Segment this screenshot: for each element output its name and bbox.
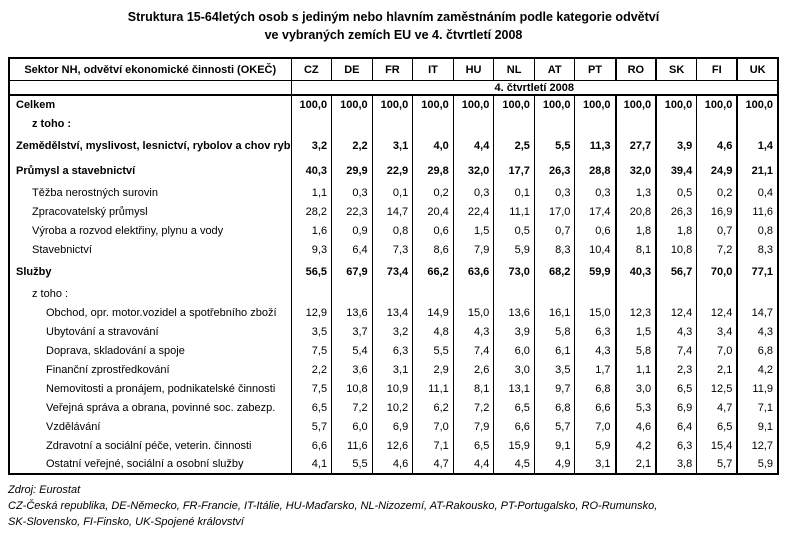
value-cell: 3,9 [656,133,697,158]
value-cell: 5,4 [332,341,373,360]
value-cell: 22,3 [332,202,373,221]
value-cell: 100,0 [494,95,535,114]
value-cell: 3,0 [494,360,535,379]
value-cell: 15,0 [575,303,616,322]
value-cell: 3,6 [332,360,373,379]
value-cell: 24,9 [697,158,738,183]
value-cell: 6,4 [332,240,373,259]
value-cell: 20,8 [616,202,657,221]
table-row [9,221,778,240]
value-cell: 21,1 [737,158,778,183]
value-cell: 100,0 [332,95,373,114]
value-cell: 1,4 [737,133,778,158]
value-cell: 100,0 [737,95,778,114]
value-cell: 13,4 [372,303,413,322]
value-cell: 4,3 [453,322,494,341]
value-cell: 27,7 [616,133,657,158]
table-row [9,240,778,259]
value-cell: 100,0 [575,95,616,114]
value-cell [575,114,616,133]
value-cell: 3,7 [332,322,373,341]
value-cell: 4,8 [413,322,454,341]
value-cell: 4,7 [413,455,454,474]
value-cell [453,284,494,303]
value-cell: 17,7 [494,158,535,183]
value-cell: 100,0 [291,95,332,114]
value-cell: 2,5 [494,133,535,158]
value-cell: 6,0 [494,341,535,360]
column-header-fr: FR [372,58,413,80]
value-cell: 8,1 [616,240,657,259]
value-cell: 6,9 [372,417,413,436]
value-cell: 10,8 [332,379,373,398]
value-cell: 26,3 [534,158,575,183]
value-cell: 2,6 [453,360,494,379]
footer [8,483,779,530]
value-cell: 6,0 [332,417,373,436]
value-cell: 7,2 [332,398,373,417]
value-cell: 73,0 [494,259,535,284]
row-label: Zdravotní a sociální péče, veterin. činnosti [46,439,252,452]
value-cell: 22,9 [372,158,413,183]
country-legend-line-1: CZ-Česká republika, DE-Německo, FR-Francie, IT-Itálie, HU-Maďarsko, NL-Nizozemí, AT-Rakousko, PT-Portugalsko, RO-Rumunsko, [8,500,658,513]
value-cell: 12,5 [697,379,738,398]
value-cell: 20,4 [413,202,454,221]
value-cell [616,284,657,303]
title-line-1: Struktura 15-64letých osob s jediným nebo hlavním zaměstnáním podle kategorie odvětví [127,10,660,24]
value-cell: 10,4 [575,240,616,259]
value-cell: 2,3 [656,360,697,379]
value-cell: 29,9 [332,158,373,183]
value-cell: 13,1 [494,379,535,398]
value-cell: 6,5 [453,436,494,455]
period-header-row [9,80,778,95]
value-cell: 9,3 [291,240,332,259]
value-cell [372,114,413,133]
table-row [9,322,778,341]
column-header-de: DE [332,58,373,80]
column-header-hu: HU [453,58,494,80]
value-cell: 6,4 [656,417,697,436]
value-cell: 3,5 [534,360,575,379]
row-label: Zpracovatelský průmysl [32,205,148,218]
value-cell: 7,5 [291,379,332,398]
value-cell: 3,9 [494,322,535,341]
value-cell [534,284,575,303]
value-cell: 7,9 [453,240,494,259]
value-cell: 40,3 [616,259,657,284]
value-cell: 7,1 [737,398,778,417]
value-cell [737,284,778,303]
value-cell: 0,3 [332,183,373,202]
value-cell: 11,3 [575,133,616,158]
row-label: Obchod, opr. motor.vozidel a spotřebního zboží [46,306,277,319]
value-cell: 8,3 [534,240,575,259]
value-cell: 4,9 [534,455,575,474]
value-cell: 13,6 [332,303,373,322]
value-cell: 2,2 [291,360,332,379]
value-cell: 66,2 [413,259,454,284]
value-cell: 1,8 [656,221,697,240]
value-cell: 14,7 [372,202,413,221]
value-cell: 6,5 [656,379,697,398]
value-cell: 7,2 [697,240,738,259]
value-cell [291,284,332,303]
column-header-ro: RO [616,58,657,80]
value-cell: 5,8 [616,341,657,360]
value-cell: 5,5 [534,133,575,158]
value-cell: 3,8 [656,455,697,474]
value-cell: 7,4 [453,341,494,360]
table-row [9,114,778,133]
value-cell: 32,0 [453,158,494,183]
row-label: z toho : [32,117,72,130]
value-cell: 15,0 [453,303,494,322]
value-cell: 12,7 [737,436,778,455]
table-row [9,133,778,158]
value-cell: 7,0 [413,417,454,436]
value-cell: 6,8 [737,341,778,360]
value-cell: 12,4 [656,303,697,322]
column-header-uk: UK [737,58,778,80]
value-cell: 11,9 [737,379,778,398]
value-cell [332,284,373,303]
column-header-at: AT [534,58,575,80]
value-cell: 28,2 [291,202,332,221]
value-cell: 4,7 [697,398,738,417]
row-label: Doprava, skladování a spoje [46,344,185,357]
value-cell: 13,6 [494,303,535,322]
row-label: Vzdělávání [46,420,101,433]
value-cell: 0,3 [453,183,494,202]
value-cell: 11,1 [494,202,535,221]
value-cell: 0,5 [656,183,697,202]
value-cell: 6,6 [291,436,332,455]
value-cell [413,284,454,303]
value-cell: 3,1 [372,360,413,379]
table-row [9,303,778,322]
value-cell: 11,6 [737,202,778,221]
value-cell: 100,0 [656,95,697,114]
value-cell: 7,9 [453,417,494,436]
value-cell: 11,1 [413,379,454,398]
value-cell: 2,2 [332,133,373,158]
value-cell: 5,7 [291,417,332,436]
value-cell: 1,3 [616,183,657,202]
value-cell: 5,3 [616,398,657,417]
table-row [9,284,778,303]
value-cell: 3,5 [291,322,332,341]
value-cell: 0,7 [697,221,738,240]
value-cell: 0,6 [413,221,454,240]
value-cell: 100,0 [372,95,413,114]
row-label: Zemědělství, myslivost, lesnictví, rybolov a chov ryb [16,139,291,152]
value-cell: 10,2 [372,398,413,417]
value-cell: 1,7 [575,360,616,379]
value-cell: 16,1 [534,303,575,322]
value-cell: 1,1 [616,360,657,379]
value-cell: 4,3 [575,341,616,360]
value-cell: 3,2 [291,133,332,158]
table-row [9,95,778,114]
value-cell: 12,6 [372,436,413,455]
value-cell: 73,4 [372,259,413,284]
value-cell: 5,5 [332,455,373,474]
table-header-row [9,58,778,80]
value-cell: 0,8 [737,221,778,240]
value-cell: 0,9 [332,221,373,240]
value-cell: 4,1 [291,455,332,474]
value-cell: 5,7 [534,417,575,436]
value-cell: 10,9 [372,379,413,398]
value-cell: 6,6 [575,398,616,417]
value-cell: 14,9 [413,303,454,322]
period-row-spacer [9,80,291,95]
value-cell: 4,4 [453,133,494,158]
value-cell: 0,1 [494,183,535,202]
value-cell: 5,9 [575,436,616,455]
value-cell: 0,3 [575,183,616,202]
value-cell: 100,0 [534,95,575,114]
value-cell: 4,3 [737,322,778,341]
value-cell: 59,9 [575,259,616,284]
value-cell: 0,3 [534,183,575,202]
value-cell: 5,7 [697,455,738,474]
value-cell [291,114,332,133]
value-cell: 100,0 [453,95,494,114]
value-cell: 7,0 [697,341,738,360]
value-cell: 0,2 [413,183,454,202]
value-cell: 7,1 [413,436,454,455]
row-label: Výroba a rozvod elektřiny, plynu a vody [32,224,224,237]
value-cell: 56,5 [291,259,332,284]
value-cell [656,284,697,303]
value-cell: 26,3 [656,202,697,221]
value-cell: 3,2 [372,322,413,341]
column-header-fi: FI [697,58,738,80]
value-cell: 3,0 [616,379,657,398]
statistics-table [8,57,779,475]
value-cell [494,114,535,133]
value-cell: 5,8 [534,322,575,341]
value-cell [534,114,575,133]
table-row [9,455,778,474]
value-cell: 1,1 [291,183,332,202]
value-cell: 4,6 [372,455,413,474]
value-cell: 7,4 [656,341,697,360]
row-label: Finanční zprostředkování [46,363,170,376]
value-cell: 1,5 [616,322,657,341]
table-row [9,417,778,436]
value-cell: 2,1 [616,455,657,474]
table-row [9,436,778,455]
value-cell: 6,9 [656,398,697,417]
value-cell: 4,2 [737,360,778,379]
value-cell: 0,1 [372,183,413,202]
value-cell [413,114,454,133]
value-cell: 100,0 [616,95,657,114]
table-row [9,360,778,379]
table-row [9,202,778,221]
row-label: Celkem [16,99,56,112]
value-cell: 6,5 [494,398,535,417]
value-cell: 17,4 [575,202,616,221]
value-cell: 6,5 [291,398,332,417]
value-cell: 0,6 [575,221,616,240]
column-header-cz: CZ [291,58,332,80]
value-cell: 11,6 [332,436,373,455]
value-cell: 8,6 [413,240,454,259]
value-cell: 32,0 [616,158,657,183]
column-header-it: IT [413,58,454,80]
table-row [9,379,778,398]
table-row [9,183,778,202]
column-header-nl: NL [494,58,535,80]
row-label: Průmysl a stavebnictví [16,164,136,177]
value-cell: 4,6 [616,417,657,436]
value-cell: 12,9 [291,303,332,322]
title-line-2: ve vybraných zemích EU ve 4. čtvrtletí 2008 [264,28,523,43]
table-row [9,341,778,360]
value-cell: 15,9 [494,436,535,455]
value-cell: 0,5 [494,221,535,240]
row-label: z toho : [32,287,69,300]
value-cell: 4,4 [453,455,494,474]
value-cell: 3,1 [575,455,616,474]
value-cell: 0,8 [372,221,413,240]
page-title [8,8,779,44]
country-legend-line-2: SK-Slovensko, FI-Finsko, UK-Spojené království [8,515,244,528]
value-cell [372,284,413,303]
value-cell: 1,8 [616,221,657,240]
value-cell: 4,2 [616,436,657,455]
value-cell: 10,8 [656,240,697,259]
value-cell: 6,6 [494,417,535,436]
value-cell: 9,1 [534,436,575,455]
value-cell: 29,8 [413,158,454,183]
value-cell: 4,5 [494,455,535,474]
row-label: Ostatní veřejné, sociální a osobní služby [46,458,244,471]
value-cell: 6,1 [534,341,575,360]
value-cell: 40,3 [291,158,332,183]
value-cell [332,114,373,133]
column-header-sk: SK [656,58,697,80]
value-cell: 2,1 [697,360,738,379]
value-cell: 7,5 [291,341,332,360]
value-cell: 0,4 [737,183,778,202]
value-cell [697,284,738,303]
value-cell: 56,7 [656,259,697,284]
sector-column-header: Sektor NH, odvětví ekonomické činnosti (OKEČ) [9,58,291,80]
value-cell: 7,2 [453,398,494,417]
value-cell: 6,5 [697,417,738,436]
value-cell: 6,3 [656,436,697,455]
row-label: Služby [16,265,52,278]
value-cell [616,114,657,133]
value-cell: 3,1 [372,133,413,158]
value-cell: 6,3 [372,341,413,360]
value-cell: 12,4 [697,303,738,322]
value-cell: 77,1 [737,259,778,284]
value-cell [697,114,738,133]
period-header: 4. čtvrtletí 2008 [291,80,778,95]
value-cell: 22,4 [453,202,494,221]
value-cell: 17,0 [534,202,575,221]
value-cell: 39,4 [656,158,697,183]
value-cell: 9,1 [737,417,778,436]
value-cell: 2,9 [413,360,454,379]
value-cell: 100,0 [697,95,738,114]
table-row [9,259,778,284]
value-cell: 100,0 [413,95,454,114]
value-cell [656,114,697,133]
value-cell: 15,4 [697,436,738,455]
value-cell: 8,1 [453,379,494,398]
value-cell: 63,6 [453,259,494,284]
value-cell: 0,7 [534,221,575,240]
value-cell: 1,6 [291,221,332,240]
value-cell: 14,7 [737,303,778,322]
value-cell: 0,2 [697,183,738,202]
value-cell: 5,9 [737,455,778,474]
value-cell: 9,7 [534,379,575,398]
row-label: Nemovitosti a pronájem, podnikatelské činnosti [46,382,276,395]
value-cell: 4,6 [697,133,738,158]
value-cell: 7,0 [575,417,616,436]
value-cell: 7,3 [372,240,413,259]
row-label: Ubytování a stravování [46,325,159,338]
value-cell: 5,9 [494,240,535,259]
value-cell: 6,2 [413,398,454,417]
row-label: Stavebnictví [32,243,92,256]
value-cell: 6,3 [575,322,616,341]
value-cell: 6,8 [575,379,616,398]
table-row [9,158,778,183]
value-cell: 28,8 [575,158,616,183]
value-cell: 6,8 [534,398,575,417]
source-note: Zdroj: Eurostat [8,484,81,497]
value-cell: 68,2 [534,259,575,284]
value-cell [453,114,494,133]
value-cell: 12,3 [616,303,657,322]
value-cell: 8,3 [737,240,778,259]
value-cell [737,114,778,133]
value-cell: 67,9 [332,259,373,284]
value-cell: 1,5 [453,221,494,240]
value-cell: 3,4 [697,322,738,341]
column-header-pt: PT [575,58,616,80]
row-label: Těžba nerostných surovin [32,186,158,199]
value-cell [494,284,535,303]
value-cell: 70,0 [697,259,738,284]
value-cell: 16,9 [697,202,738,221]
row-label: Veřejná správa a obrana, povinné soc. zabezp. [46,401,276,414]
value-cell [575,284,616,303]
table-row [9,398,778,417]
value-cell: 4,0 [413,133,454,158]
value-cell: 5,5 [413,341,454,360]
value-cell: 4,3 [656,322,697,341]
